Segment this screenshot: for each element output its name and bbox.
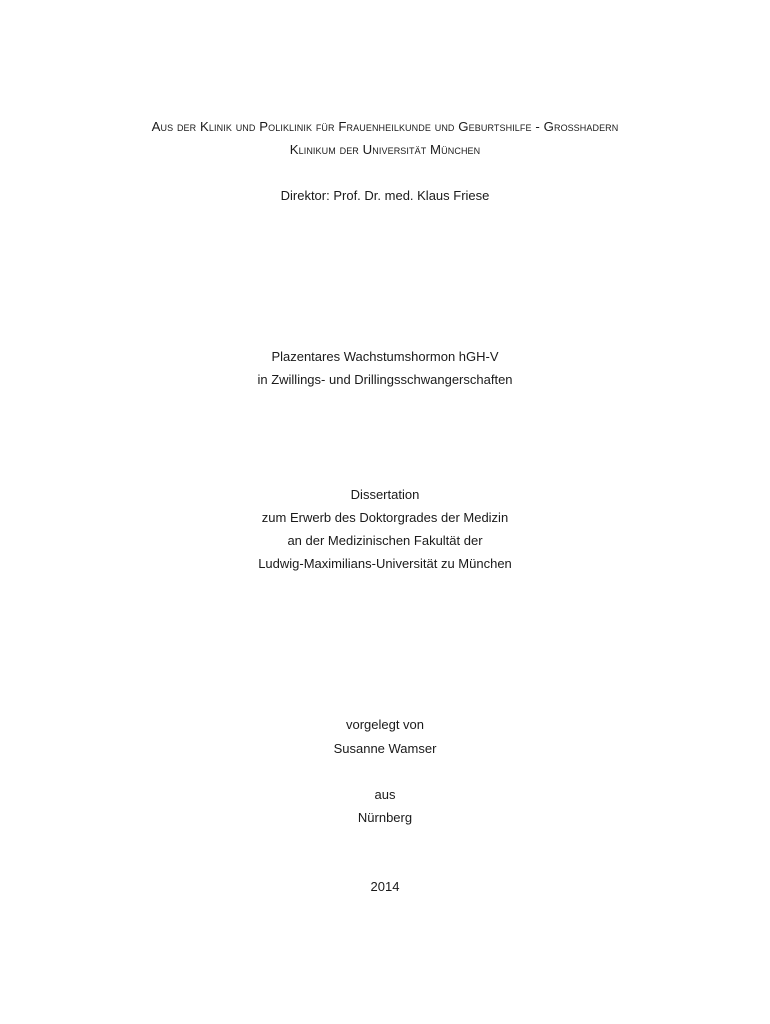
author-name: Susanne Wamser: [333, 741, 437, 756]
faculty-line: an der Medizinischen Fakultät der: [287, 533, 483, 548]
degree-purpose-line: zum Erwerb des Doktorgrades der Medizin: [261, 510, 509, 525]
thesis-title-line-2: in Zwillings- und Drillingsschwangerschaften: [257, 372, 513, 387]
university-line: Ludwig-Maximilians-Universität zu München: [258, 556, 512, 571]
origin-city: Nürnberg: [357, 810, 413, 825]
year: 2014: [370, 879, 400, 894]
origin-label: aus: [374, 787, 396, 802]
dissertation-label: Dissertation: [350, 487, 420, 502]
clinic-heading: Aus der Klinik und Poliklinik für Frauenheilkunde und Geburtshilfe - Großhadern: [151, 119, 619, 134]
director-line: Direktor: Prof. Dr. med. Klaus Friese: [280, 188, 490, 203]
thesis-title-line-1: Plazentares Wachstumshormon hGH-V: [271, 349, 499, 364]
presented-by-label: vorgelegt von: [345, 717, 425, 732]
university-clinic-heading: Klinikum der Universität München: [289, 142, 481, 157]
